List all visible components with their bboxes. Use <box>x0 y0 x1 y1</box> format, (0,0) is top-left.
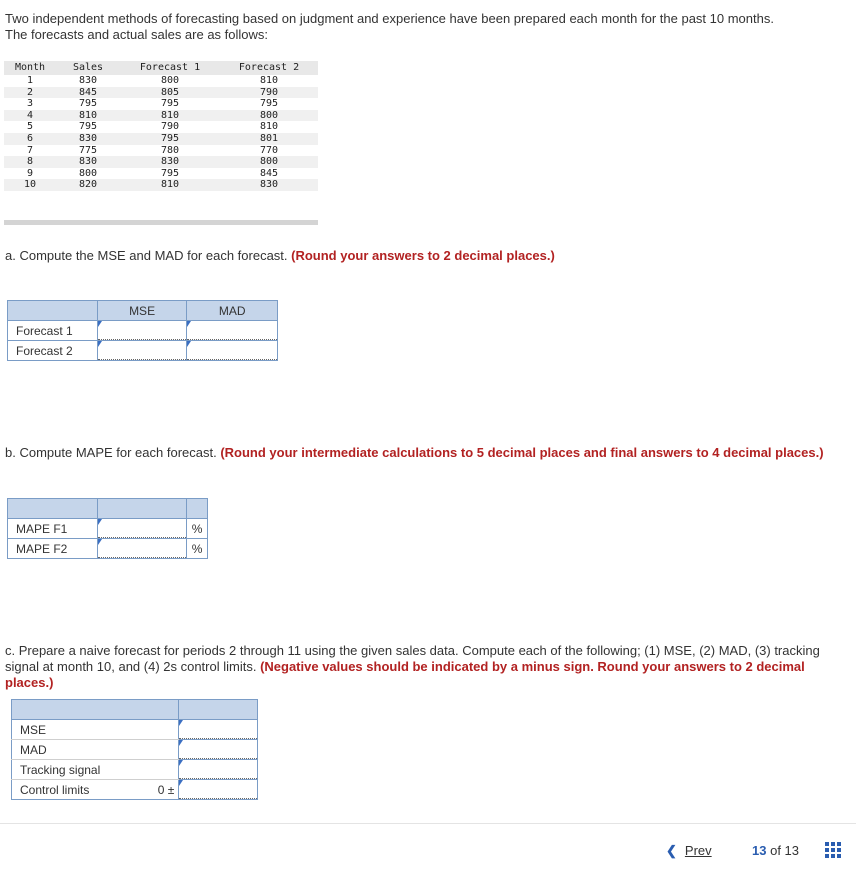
table-bottom-bar <box>4 220 318 225</box>
intro-text <box>5 11 851 43</box>
header-blank <box>12 700 179 720</box>
intro-line-2: The forecasts and actual sales are as follows: <box>5 27 269 42</box>
cell-month: 9 <box>26 167 34 179</box>
question-a <box>5 248 851 264</box>
cell-sales: 830 <box>78 132 98 144</box>
mape-f2-cell <box>97 539 186 559</box>
tracking-signal-input[interactable] <box>179 760 257 779</box>
chevron-left-icon: ❮ <box>666 843 677 858</box>
footer-divider <box>0 823 856 824</box>
cell-forecast-2: 800 <box>259 109 279 121</box>
row-label-naive-mse: MSE <box>12 720 179 740</box>
cell-month: 4 <box>26 109 34 121</box>
answer-marker-icon <box>187 321 191 327</box>
mape-f2-input[interactable] <box>98 539 186 558</box>
answer-row-tracking-signal <box>12 760 258 780</box>
answer-marker-icon <box>179 780 183 786</box>
table-header-row <box>4 61 318 75</box>
question-b <box>5 445 851 461</box>
question-c <box>5 643 851 691</box>
mad-forecast-2-cell <box>187 341 278 361</box>
cell-forecast-1: 810 <box>160 179 180 191</box>
cell-forecast-2: 830 <box>259 179 279 191</box>
header-mad: MAD <box>187 301 278 321</box>
question-c-text: c. Prepare a naive forecast for periods 2 through 11 using the given sales data. Compute each of the following; (1) MSE, (2) MAD, (3) tracking signal at month 10, and (4) 2s control limits. <box>5 643 820 674</box>
percent-unit: % <box>187 519 208 539</box>
cell-sales: 775 <box>78 144 98 156</box>
mse-forecast-2-cell <box>97 341 187 361</box>
naive-mse-input[interactable] <box>179 720 257 739</box>
cell-forecast-1: 795 <box>160 167 180 179</box>
naive-mad-cell <box>179 740 258 760</box>
answer-marker-icon <box>179 740 183 746</box>
prev-button[interactable] <box>666 843 712 859</box>
control-limits-prefix: 0 ± <box>157 783 175 797</box>
cell-sales: 845 <box>78 86 98 98</box>
control-limits-input[interactable] <box>179 780 257 799</box>
answer-table-c <box>11 699 258 800</box>
question-c-instruction: (Negative values should be indicated by a minus sign. Round your answers to 2 decimal places.) <box>5 659 805 690</box>
header-blank <box>179 700 258 720</box>
cell-sales: 830 <box>78 75 98 86</box>
mad-forecast-1-input[interactable] <box>187 321 277 340</box>
grid-icon[interactable] <box>825 842 841 858</box>
mse-forecast-1-input[interactable] <box>98 321 187 340</box>
percent-unit: % <box>187 539 208 559</box>
cell-sales: 820 <box>78 179 98 191</box>
cell-sales: 795 <box>78 121 98 133</box>
answer-marker-icon <box>179 760 183 766</box>
answer-row-mape-f1 <box>8 519 208 539</box>
cell-forecast-1: 800 <box>160 75 180 86</box>
cell-month: 8 <box>26 156 34 168</box>
answer-marker-icon <box>179 720 183 726</box>
intro-line-1: Two independent methods of forecasting based on judgment and experience have been prepared each month for the past 10 months. <box>5 11 774 26</box>
answer-marker-icon <box>98 539 102 545</box>
control-limits-cell <box>179 780 258 800</box>
cell-forecast-2: 810 <box>259 121 279 133</box>
row-label-forecast-2: Forecast 2 <box>8 341 98 361</box>
answer-marker-icon <box>187 341 191 347</box>
naive-mad-input[interactable] <box>179 740 257 759</box>
cell-forecast-2: 810 <box>259 75 279 86</box>
mape-f1-cell <box>97 519 186 539</box>
naive-mse-cell <box>179 720 258 740</box>
row-label-mape-f2: MAPE F2 <box>8 539 98 559</box>
table-row <box>4 168 318 180</box>
question-b-text: b. Compute MAPE for each forecast. <box>5 445 221 460</box>
control-limits-label: Control limits <box>20 782 90 797</box>
cell-forecast-2: 801 <box>259 132 279 144</box>
cell-sales: 830 <box>78 156 98 168</box>
table-row <box>4 156 318 168</box>
cell-sales: 795 <box>78 98 98 110</box>
cell-month: 7 <box>26 144 34 156</box>
question-a-text: a. Compute the MSE and MAD for each forecast. <box>5 248 292 263</box>
sales-forecast-table <box>4 61 318 225</box>
header-blank <box>97 499 186 519</box>
table-row <box>4 121 318 133</box>
answer-row-naive-mad <box>12 740 258 760</box>
cell-month: 10 <box>23 179 37 191</box>
page-current: 13 <box>752 843 767 858</box>
answer-row-naive-mse <box>12 720 258 740</box>
mse-forecast-1-cell <box>97 321 187 341</box>
row-label-tracking-signal: Tracking signal <box>12 760 179 780</box>
cell-month: 1 <box>26 75 34 86</box>
header-forecast-1: Forecast 1 <box>139 62 201 73</box>
answer-row-forecast-1 <box>8 321 278 341</box>
cell-month: 3 <box>26 98 34 110</box>
page-total: of 13 <box>770 843 800 858</box>
cell-sales: 800 <box>78 167 98 179</box>
header-blank <box>8 301 98 321</box>
header-blank <box>8 499 98 519</box>
header-forecast-2: Forecast 2 <box>238 62 300 73</box>
table-row <box>4 145 318 157</box>
mad-forecast-1-cell <box>187 321 278 341</box>
answer-table-a-header <box>8 301 278 321</box>
answer-table-c-header <box>12 700 258 720</box>
cell-forecast-2: 795 <box>259 98 279 110</box>
cell-month: 5 <box>26 121 34 133</box>
cell-forecast-1: 805 <box>160 86 180 98</box>
row-label-forecast-1: Forecast 1 <box>8 321 98 341</box>
table-row <box>4 87 318 99</box>
table-row <box>4 98 318 110</box>
cell-month: 6 <box>26 132 34 144</box>
cell-forecast-1: 795 <box>160 132 180 144</box>
page-counter <box>752 843 799 858</box>
answer-row-forecast-2 <box>8 341 278 361</box>
cell-forecast-2: 770 <box>259 144 279 156</box>
question-a-instruction: (Round your answers to 2 decimal places.) <box>291 248 555 263</box>
cell-forecast-2: 800 <box>259 156 279 168</box>
tracking-signal-cell <box>179 760 258 780</box>
answer-table-b <box>7 498 208 559</box>
answer-marker-icon <box>98 321 102 327</box>
answer-row-control-limits <box>12 780 258 800</box>
prev-label: Prev <box>684 843 712 858</box>
header-month: Month <box>14 62 46 73</box>
header-blank <box>187 499 208 519</box>
table-row <box>4 75 318 87</box>
table-row <box>4 110 318 122</box>
row-label-naive-mad: MAD <box>12 740 179 760</box>
question-b-instruction: (Round your intermediate calculations to 5 decimal places and final answers to 4 decimal places.) <box>220 445 824 460</box>
answer-table-b-header <box>8 499 208 519</box>
header-sales: Sales <box>72 62 104 73</box>
table-row <box>4 179 318 191</box>
cell-forecast-1: 830 <box>160 156 180 168</box>
cell-forecast-1: 810 <box>160 109 180 121</box>
mape-f1-input[interactable] <box>98 519 186 538</box>
answer-table-a <box>7 300 278 361</box>
cell-forecast-1: 780 <box>160 144 180 156</box>
cell-forecast-2: 845 <box>259 167 279 179</box>
mad-forecast-2-input[interactable] <box>187 341 277 360</box>
cell-forecast-2: 790 <box>259 86 279 98</box>
cell-sales: 810 <box>78 109 98 121</box>
cell-forecast-1: 790 <box>160 121 180 133</box>
mse-forecast-2-input[interactable] <box>98 341 187 360</box>
answer-marker-icon <box>98 519 102 525</box>
row-label-mape-f1: MAPE F1 <box>8 519 98 539</box>
answer-marker-icon <box>98 341 102 347</box>
header-mse: MSE <box>97 301 187 321</box>
table-row <box>4 133 318 145</box>
answer-row-mape-f2 <box>8 539 208 559</box>
cell-month: 2 <box>26 86 34 98</box>
cell-forecast-1: 795 <box>160 98 180 110</box>
row-label-control-limits <box>12 780 179 800</box>
